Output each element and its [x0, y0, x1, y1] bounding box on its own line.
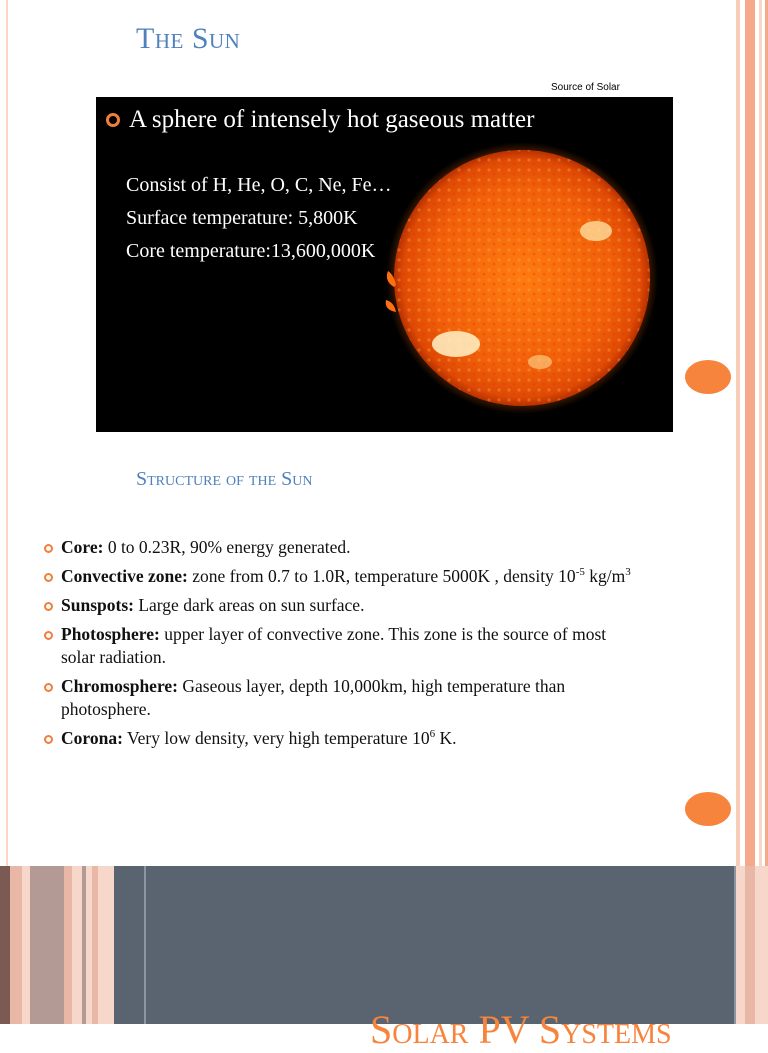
bullet-icon — [44, 544, 53, 553]
edge-stripe — [98, 866, 114, 1024]
image-line: Core temperature:13,600,000K — [126, 240, 376, 262]
item-term: Photosphere: — [61, 624, 160, 644]
image-heading-text: A sphere of intensely hot gaseous matter — [129, 106, 535, 133]
superscript: -5 — [575, 566, 585, 579]
edge-stripe — [64, 866, 72, 1024]
item-term: Corona: — [61, 728, 123, 748]
edge-stripe — [736, 0, 740, 432]
list-item — [44, 623, 644, 669]
list-item — [44, 594, 644, 617]
image-caption: Source of Solar — [551, 82, 620, 93]
item-term: Convective zone: — [61, 566, 188, 586]
edge-stripe — [745, 0, 755, 432]
superscript: 6 — [429, 728, 436, 741]
list-item — [44, 536, 644, 559]
decorative-orange-dot — [685, 360, 731, 394]
item-text: zone from 0.7 to 1.0R, temperature 5000K , density 10 — [187, 566, 576, 586]
item-text: Gaseous layer, depth 10,000km, high temperature than photosphere. — [61, 676, 566, 719]
edge-stripe — [745, 432, 755, 866]
item-text: Very low density, very high temperature 10 — [122, 728, 430, 748]
bullet-icon — [44, 683, 53, 692]
slide-subtitle: Structure of the Sun — [136, 468, 313, 490]
item-term: Chromosphere: — [61, 676, 178, 696]
list-item — [44, 565, 644, 588]
edge-stripe — [144, 866, 146, 1024]
sun-photo — [96, 97, 673, 433]
bullet-icon — [44, 602, 53, 611]
edge-stripe — [22, 866, 30, 1024]
edge-stripe — [759, 0, 762, 432]
bullet-icon — [44, 631, 53, 640]
edge-stripe — [745, 866, 755, 1024]
decorative-orange-dot — [685, 792, 731, 826]
edge-stripe — [6, 0, 8, 432]
list-item — [44, 675, 644, 721]
item-text: upper layer of convective zone. This zone is the source of most solar radiation. — [61, 624, 607, 667]
edge-stripe — [759, 432, 762, 866]
bullet-icon — [106, 113, 120, 127]
slide-structure-of-sun — [0, 432, 768, 866]
item-term: Core: — [61, 537, 104, 557]
bullet-icon — [44, 735, 53, 744]
item-text: kg/m — [584, 566, 626, 586]
edge-stripe — [0, 866, 10, 1024]
edge-stripe — [72, 866, 82, 1024]
edge-stripe — [30, 866, 64, 1024]
item-term: Sunspots: — [61, 595, 134, 615]
item-text: 0 to 0.23R, 90% energy generated. — [103, 537, 351, 557]
list-item — [44, 727, 644, 750]
slide-the-sun — [0, 0, 768, 432]
item-text: K. — [435, 728, 457, 748]
bullet-icon — [44, 573, 53, 582]
slide-title: The Sun — [136, 22, 241, 55]
superscript: 3 — [625, 566, 631, 579]
image-heading — [106, 106, 534, 134]
structure-list — [44, 536, 644, 756]
image-line: Consist of H, He, O, C, Ne, Fe… — [126, 174, 392, 196]
image-line: Surface temperature: 5,800K — [126, 207, 358, 229]
edge-stripe — [736, 432, 740, 866]
edge-stripe — [6, 432, 8, 866]
sun-illustration — [96, 97, 673, 433]
item-text: Large dark areas on sun surface. — [133, 595, 365, 615]
edge-stripe — [10, 866, 22, 1024]
slide-solar-pv — [0, 866, 768, 1052]
slide-title: Solar PV Systems — [370, 1007, 672, 1052]
